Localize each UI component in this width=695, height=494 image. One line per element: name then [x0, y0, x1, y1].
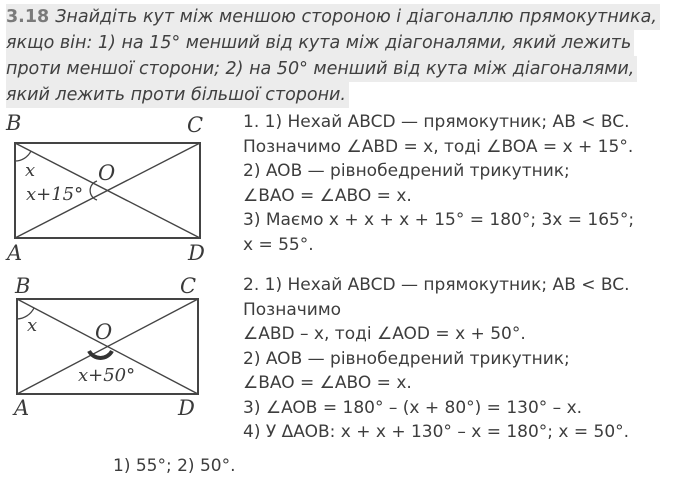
angle-arc-o: [89, 351, 112, 358]
angle-label-x: x: [27, 315, 38, 336]
solution-line: ∠BAO = ∠ABO = x.: [243, 185, 412, 206]
solution-line: 3) Маємо x + x + x + 15° = 180°; 3x = 165°;: [243, 210, 635, 230]
vertex-label-d: D: [178, 396, 195, 420]
problem-line: якщо він: 1) на 15° менший від кута між діагоналями, який лежить: [6, 30, 634, 56]
vertex-label-c: C: [187, 113, 204, 137]
solution-line: x = 55°.: [243, 234, 314, 255]
solution-part-1: [243, 110, 634, 257]
solution-line: Позначимо: [243, 299, 342, 320]
solution-line: 2) AOB — рівнобедрений трикутник;: [243, 161, 570, 181]
problem-line: [6, 4, 660, 30]
solution-part-2: [243, 273, 630, 445]
vertex-label-b: B: [15, 274, 31, 298]
center-label-o: O: [98, 161, 116, 185]
problem-line: проти меншої сторони; 2) на 50° менший від кута між діагоналями,: [6, 56, 637, 82]
vertex-label-b: B: [6, 111, 22, 135]
vertex-label-c: C: [180, 274, 197, 298]
problem-line: який лежить проти більшої сторони.: [6, 82, 349, 108]
solution-line: 4) У ΔAOB: x + x + 130° – x = 180°; x = 50°.: [243, 422, 630, 442]
vertex-label-d: D: [188, 241, 205, 263]
problem-text: Знайдіть кут між меншою стороною і діагоналлю прямокутника,: [55, 7, 657, 27]
problem-statement: [6, 4, 692, 108]
solution-line: 2) AOB — рівнобедрений трикутник;: [243, 348, 570, 369]
answer-line: 1) 55°; 2) 50°.: [113, 456, 236, 476]
solution-line: ∠ABD – x, тоді ∠AOD = x + 50°.: [243, 324, 526, 344]
solution-line: 3) ∠AOB = 180° – (x + 80°) = 130° – x.: [243, 397, 583, 418]
problem-number: 3.18: [6, 7, 50, 27]
angle-label-x: x: [25, 160, 36, 181]
solution-line: Позначимо ∠ABD = x, тоді ∠BOA = x + 15°.: [243, 136, 634, 157]
angle-label-aod: x+50°: [78, 365, 136, 386]
solution-line: 2. 1) Нехай ABCD — прямокутник; AB < BC.: [243, 275, 630, 295]
center-label-o: O: [95, 320, 113, 344]
vertex-label-a: A: [7, 241, 23, 263]
solution-line: ∠BAO = ∠ABO = x.: [243, 373, 412, 393]
rectangle-figure-2: [0, 273, 240, 428]
vertex-label-a: A: [14, 396, 30, 420]
angle-label-aob: x+15°: [26, 184, 84, 205]
solution-line: 1. 1) Нехай ABCD — прямокутник; AB < BC.: [243, 112, 630, 132]
rectangle-figure-1: [0, 108, 240, 263]
